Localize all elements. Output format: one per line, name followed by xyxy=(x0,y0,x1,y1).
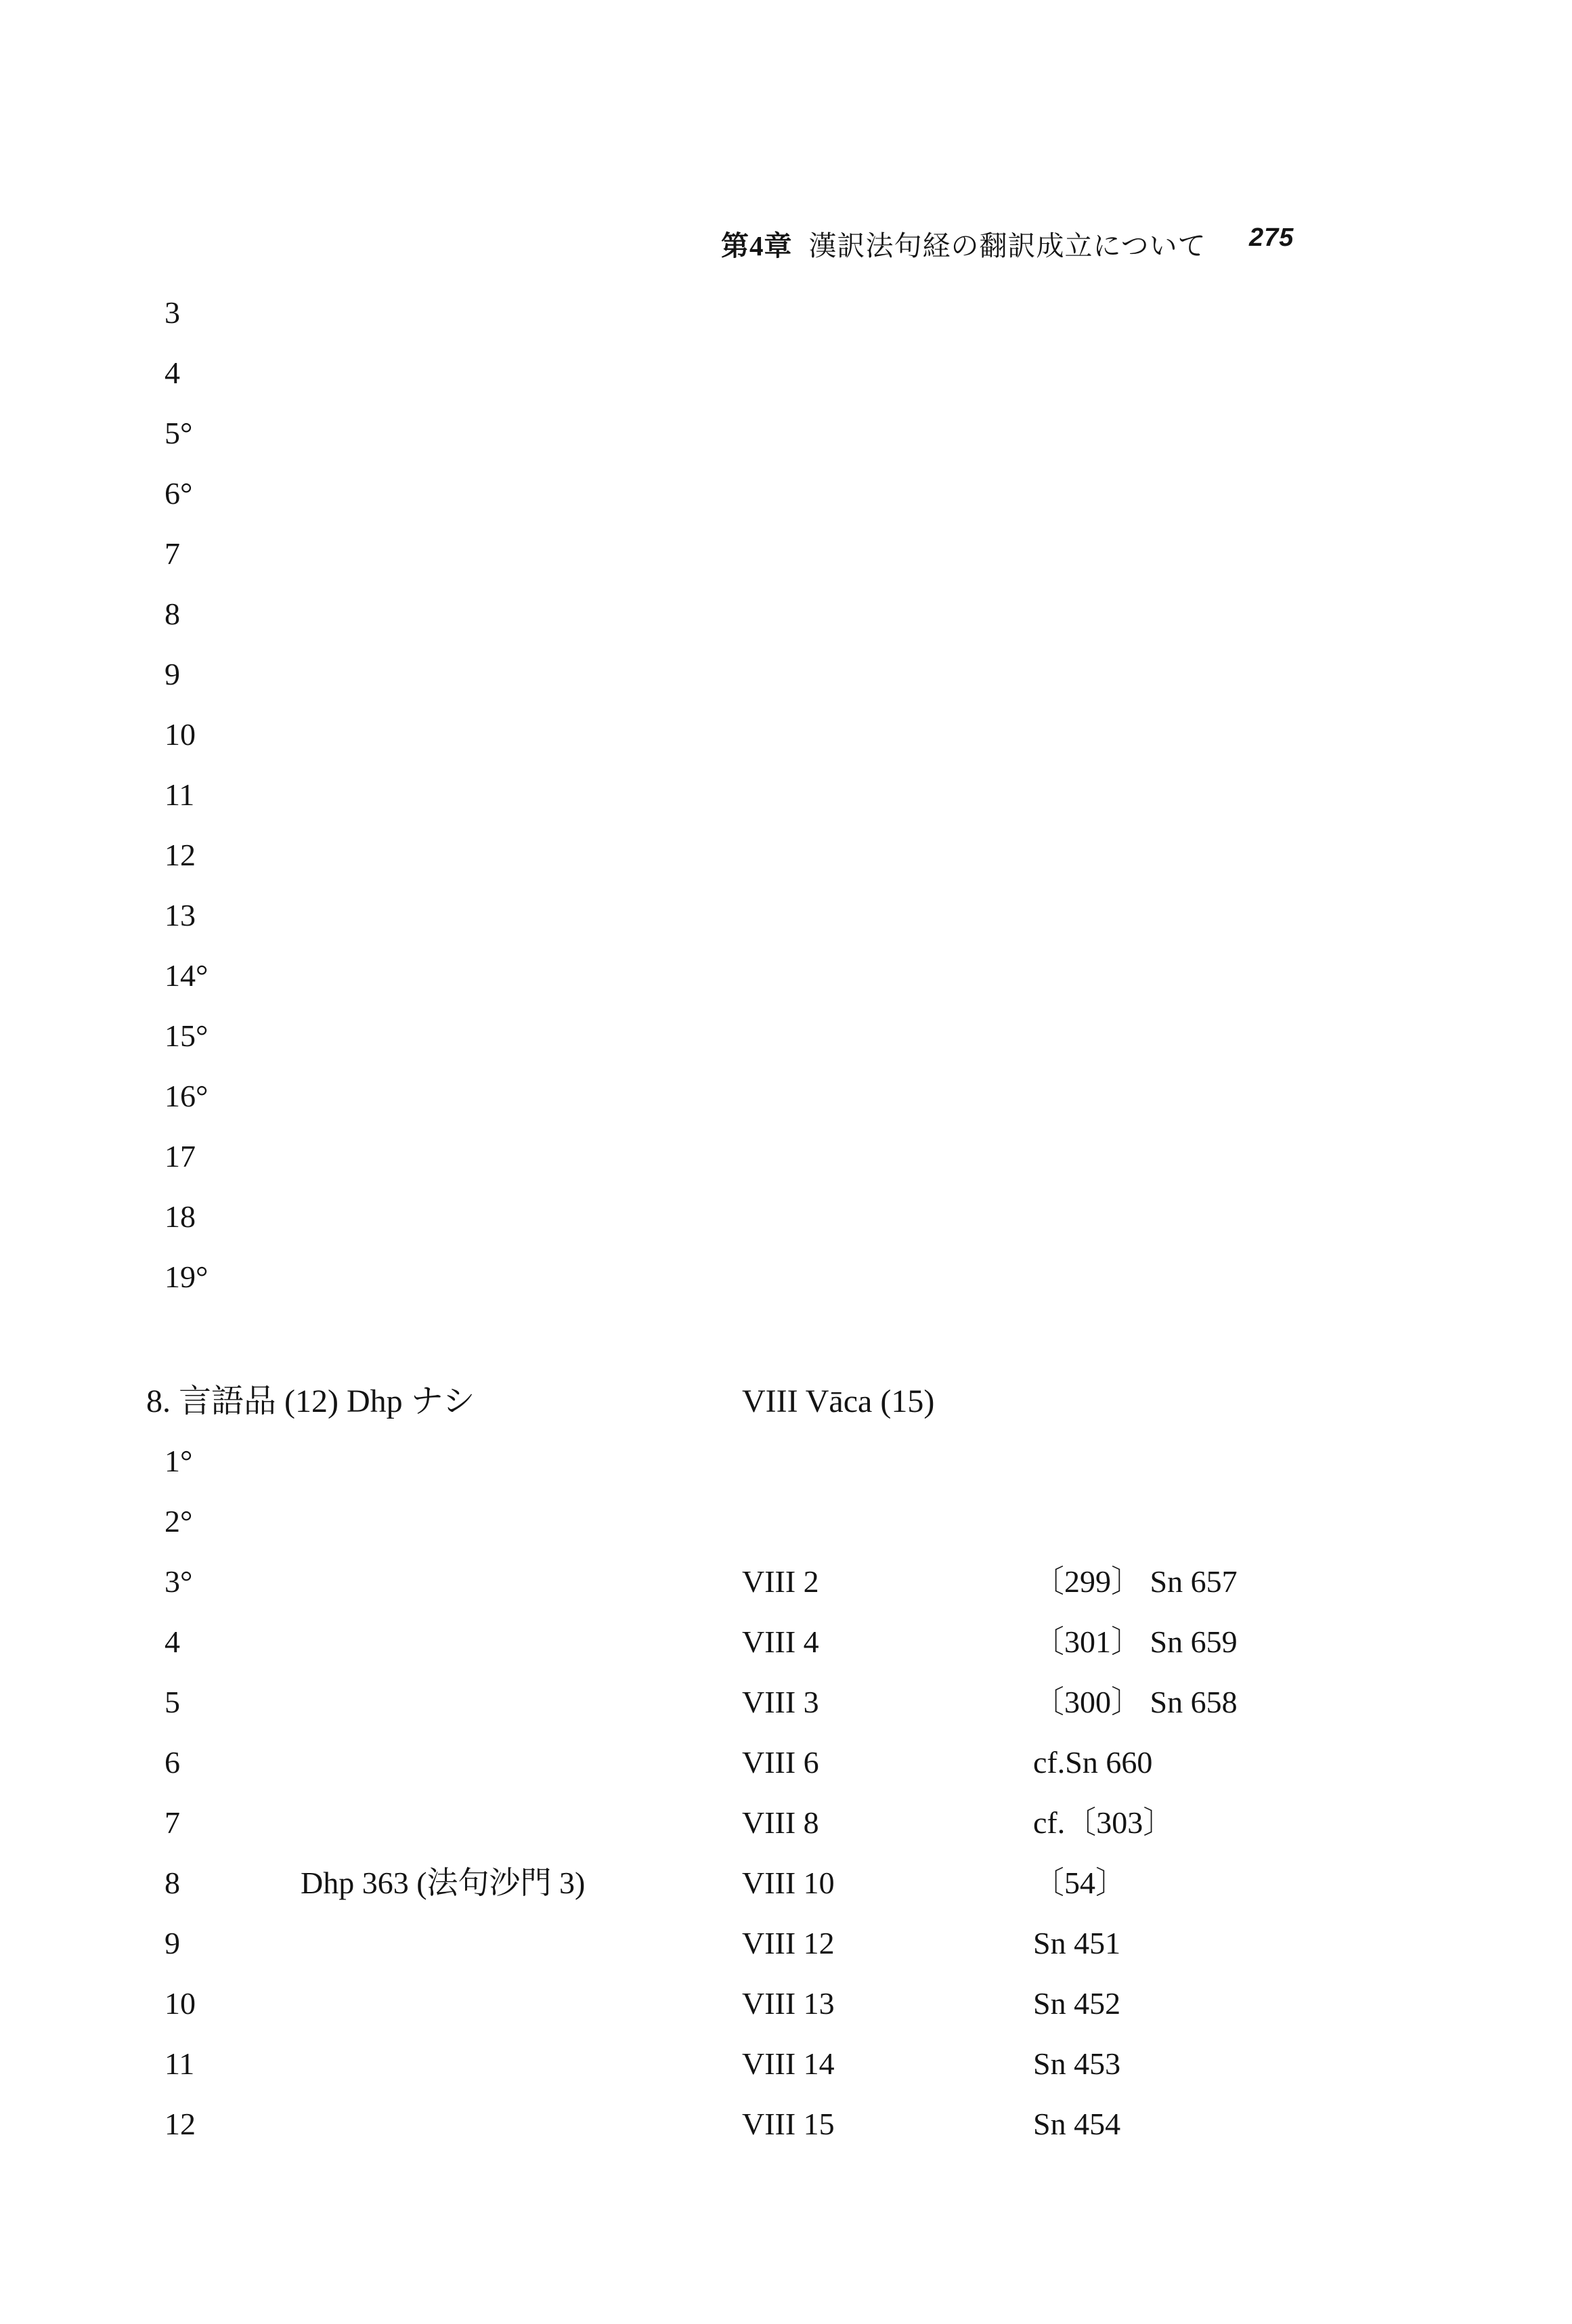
verse-number: 16° xyxy=(165,1079,209,1113)
list-item xyxy=(165,1197,1315,1257)
verse-number: 11 xyxy=(165,2046,195,2081)
list-item xyxy=(165,1136,1315,1197)
list-item xyxy=(165,714,1315,775)
table-row xyxy=(146,1501,1365,1562)
chapter-title: 漢訳法句経の翻訳成立について xyxy=(808,230,1206,261)
udanavarga-reference: VIII 13 xyxy=(742,1986,835,2021)
verse-number: 8 xyxy=(165,1866,180,1900)
table-row xyxy=(146,1863,1365,1923)
table-row xyxy=(146,1742,1365,1803)
udanavarga-reference: VIII 2 xyxy=(742,1564,819,1599)
verse-number: 18 xyxy=(165,1199,196,1234)
verse-number: 10 xyxy=(165,1986,196,2021)
verse-number: 12 xyxy=(165,838,196,872)
parallel-reference: 〔300〕 Sn 658 xyxy=(1033,1685,1238,1719)
verse-number: 9 xyxy=(165,1926,180,1960)
section-heading-left: 8. 言語品 (12) Dhp ナシ xyxy=(146,1383,475,1419)
list-item xyxy=(165,473,1315,534)
list-item xyxy=(165,1257,1315,1317)
table-row xyxy=(146,1441,1365,1501)
running-head xyxy=(721,223,1294,263)
section-8-vaca xyxy=(146,1381,1365,2164)
table-row xyxy=(146,2044,1365,2104)
section-heading-right: VIII Vāca (15) xyxy=(742,1383,935,1419)
list-item xyxy=(165,835,1315,895)
verse-number: 7 xyxy=(165,1805,180,1840)
list-item xyxy=(165,353,1315,413)
table-row xyxy=(146,1562,1365,1622)
udanavarga-reference: VIII 10 xyxy=(742,1866,835,1900)
verse-number: 2° xyxy=(165,1504,193,1538)
verse-number: 13 xyxy=(165,898,196,932)
verse-number: 3° xyxy=(165,1564,193,1599)
verse-list-continued xyxy=(165,293,1315,1317)
verse-number: 8 xyxy=(165,597,180,631)
list-item xyxy=(165,775,1315,835)
verse-number: 14° xyxy=(165,958,209,993)
udanavarga-reference: VIII 14 xyxy=(742,2046,835,2081)
verse-number: 7 xyxy=(165,536,180,571)
verse-number: 4 xyxy=(165,1624,180,1659)
list-item xyxy=(165,955,1315,1016)
udanavarga-reference: VIII 4 xyxy=(742,1624,819,1659)
verse-number: 5° xyxy=(165,416,193,450)
udanavarga-reference: VIII 15 xyxy=(742,2107,835,2141)
verse-number: 1° xyxy=(165,1444,193,1478)
parallel-reference: 〔301〕 Sn 659 xyxy=(1033,1624,1238,1659)
udanavarga-reference: VIII 3 xyxy=(742,1685,819,1719)
list-item xyxy=(165,534,1315,594)
table-row xyxy=(146,1622,1365,1682)
list-item xyxy=(165,654,1315,714)
verse-number: 11 xyxy=(165,777,195,812)
table-row xyxy=(146,2104,1365,2164)
parallel-reference: Sn 452 xyxy=(1033,1986,1121,2021)
list-item xyxy=(165,1016,1315,1076)
list-item xyxy=(165,413,1315,473)
udanavarga-reference: VIII 6 xyxy=(742,1745,819,1780)
verse-number: 10 xyxy=(165,717,196,752)
table-row xyxy=(146,1983,1365,2044)
table-row xyxy=(146,1923,1365,1983)
verse-number: 6 xyxy=(165,1745,180,1780)
section-heading xyxy=(146,1381,1365,1441)
chapter-label: 第4章 xyxy=(721,230,793,261)
list-item xyxy=(165,1076,1315,1136)
verse-number: 17 xyxy=(165,1139,196,1174)
verse-number: 4 xyxy=(165,356,180,390)
page-number: 275 xyxy=(1249,223,1294,252)
parallel-reference: Sn 454 xyxy=(1033,2107,1121,2141)
verse-number: 9 xyxy=(165,657,180,691)
verse-number: 6° xyxy=(165,476,193,511)
verse-number: 12 xyxy=(165,2107,196,2141)
parallel-reference: Sn 453 xyxy=(1033,2046,1121,2081)
list-item xyxy=(165,895,1315,955)
parallel-reference: 〔54〕 xyxy=(1033,1866,1127,1900)
table-row xyxy=(146,1803,1365,1863)
parallel-reference: Sn 451 xyxy=(1033,1926,1121,1960)
parallel-reference: cf.Sn 660 xyxy=(1033,1745,1153,1780)
udanavarga-reference: VIII 12 xyxy=(742,1926,835,1960)
list-item xyxy=(165,293,1315,353)
concordance-table xyxy=(146,1441,1365,2164)
verse-number: 15° xyxy=(165,1018,209,1053)
dhp-reference: Dhp 363 (法句沙門 3) xyxy=(301,1866,586,1900)
parallel-reference: 〔299〕 Sn 657 xyxy=(1033,1564,1238,1599)
list-item xyxy=(165,594,1315,654)
verse-number: 19° xyxy=(165,1260,209,1294)
parallel-reference: cf.〔303〕 xyxy=(1033,1805,1175,1840)
verse-number: 3 xyxy=(165,295,180,330)
udanavarga-reference: VIII 8 xyxy=(742,1805,819,1840)
verse-number: 5 xyxy=(165,1685,180,1719)
table-row xyxy=(146,1682,1365,1742)
